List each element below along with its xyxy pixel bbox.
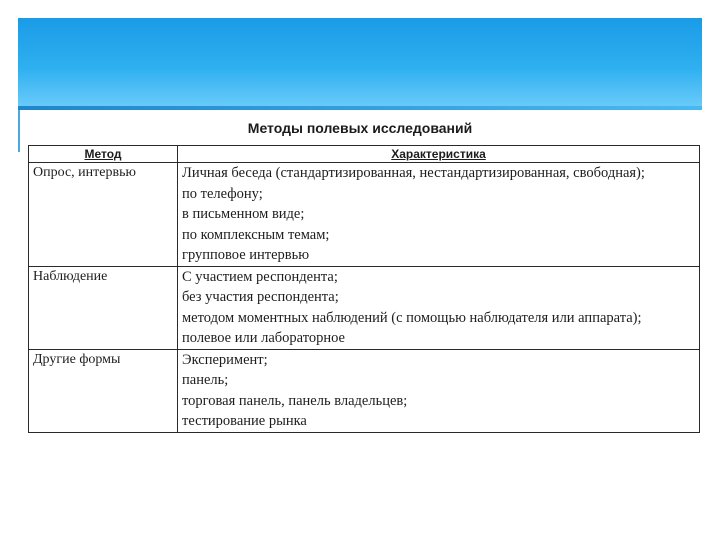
characteristic-line: панель;	[182, 372, 229, 388]
characteristic-line: без участия респондента;	[182, 289, 339, 305]
method-cell: Другие формы	[29, 349, 178, 432]
characteristic-cell	[178, 266, 700, 349]
methods-table	[28, 145, 700, 433]
column-header-characteristic: Характеристика	[178, 146, 700, 163]
characteristic-line: торговая панель, панель владельцев;	[182, 392, 408, 409]
table-row	[29, 349, 700, 432]
characteristic-line: Личная беседа (стандартизированная, нестандартизированная, свободная);	[182, 165, 645, 181]
column-header-method: Метод	[29, 146, 178, 163]
characteristic-line: по комплексным темам;	[182, 226, 330, 243]
table-header-row	[29, 146, 700, 163]
characteristic-line: тестирование рынка	[182, 413, 307, 429]
table-row	[29, 266, 700, 349]
characteristic-line: групповое интервью	[182, 247, 310, 263]
table-row	[29, 163, 700, 267]
characteristic-line: по телефону;	[182, 185, 263, 202]
characteristic-cell	[178, 349, 700, 432]
document-title: Методы полевых исследований	[247, 120, 473, 136]
characteristic-cell	[178, 163, 700, 267]
characteristic-line: методом моментных наблюдений (с помощью наблюдателя или аппарата);	[182, 309, 642, 326]
characteristic-line: Эксперимент;	[182, 351, 268, 368]
characteristic-line: в письменном виде;	[182, 206, 305, 222]
characteristic-line: С участием респондента;	[182, 268, 338, 285]
method-cell: Наблюдение	[29, 266, 178, 349]
slide-header-banner	[18, 18, 702, 110]
method-cell: Опрос, интервью	[29, 163, 178, 267]
characteristic-line: полевое или лабораторное	[182, 330, 345, 346]
